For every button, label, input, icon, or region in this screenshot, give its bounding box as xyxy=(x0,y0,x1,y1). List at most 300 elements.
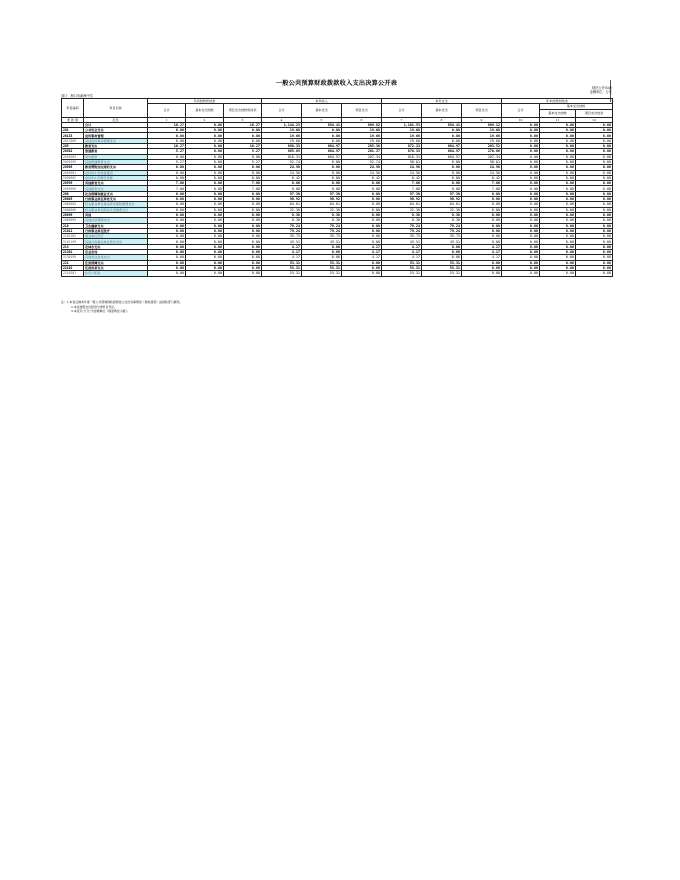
row-value: 96.92 xyxy=(422,197,462,202)
level-section: 款 xyxy=(70,117,74,122)
row-value: 19.60 xyxy=(262,128,302,133)
row-name: 行政事业单位养老支出 xyxy=(84,197,148,202)
row-value: 0.00 xyxy=(342,260,382,265)
row-value: 0.00 xyxy=(576,144,613,149)
row-code: 201 xyxy=(62,128,84,133)
row-code: 2080505 xyxy=(62,202,84,207)
row-value: 0.00 xyxy=(224,234,262,239)
row-value: 7.00 xyxy=(462,186,502,191)
row-name: 其他教育支出 xyxy=(84,181,148,186)
row-value: 19.60 xyxy=(382,128,422,133)
row-value: 285.36 xyxy=(342,144,382,149)
row-value: 0.00 xyxy=(576,170,613,175)
row-value: 0.00 xyxy=(502,207,540,212)
col-index: 9 xyxy=(462,117,502,122)
row-value: 19.60 xyxy=(462,133,502,138)
row-value: 19.60 xyxy=(382,138,422,143)
row-value: 53.31 xyxy=(422,265,462,270)
row-name: 教育支出 xyxy=(84,144,148,149)
row-value: 0.00 xyxy=(462,260,502,265)
row-value: 0.42 xyxy=(342,175,382,180)
table-header xyxy=(62,99,613,123)
col-index: 3 xyxy=(224,117,262,122)
row-value: 0.00 xyxy=(342,223,382,228)
header-group-opening: 年初结转和结余 xyxy=(148,99,262,104)
row-value: 0.00 xyxy=(540,223,576,228)
row-code: 20899 xyxy=(62,212,84,217)
row-value: 79.24 xyxy=(422,228,462,233)
row-value: 0.00 xyxy=(186,197,224,202)
row-value: 16.27 xyxy=(224,144,262,149)
row-value: 7.00 xyxy=(382,186,422,191)
row-value: 0.00 xyxy=(576,154,613,159)
row-value: 0.00 xyxy=(148,165,186,170)
budget-table xyxy=(61,98,613,277)
row-value: 0.00 xyxy=(186,218,224,223)
row-value: 53.31 xyxy=(262,260,302,265)
row-value: 0.00 xyxy=(576,218,613,223)
row-value: 0.00 xyxy=(576,244,613,249)
row-value: 0.00 xyxy=(576,234,613,239)
row-value: 0.00 xyxy=(502,239,540,244)
row-code: 213 xyxy=(62,244,84,249)
row-value: 19.60 xyxy=(342,138,382,143)
level-class: 类 xyxy=(67,117,71,122)
row-code: 20805 xyxy=(62,197,84,202)
row-value: 19.60 xyxy=(342,133,382,138)
row-value: 5.27 xyxy=(224,159,262,164)
row-value: 53.31 xyxy=(302,265,342,270)
row-value: 0.38 xyxy=(382,212,422,217)
row-value: 0.00 xyxy=(502,138,540,143)
row-value: 0.00 xyxy=(186,128,224,133)
row-code: 205 xyxy=(62,144,84,149)
row-value: 0.00 xyxy=(224,191,262,196)
row-value: 0.00 xyxy=(186,170,224,175)
row-value: 0.00 xyxy=(540,181,576,186)
row-value: 19.60 xyxy=(342,128,382,133)
row-value: 0.00 xyxy=(540,212,576,217)
row-value: 0.00 xyxy=(576,159,613,164)
row-value: 53.31 xyxy=(382,271,422,276)
row-value: 0.00 xyxy=(224,239,262,244)
col-index: 7 xyxy=(382,117,422,122)
row-value: 53.31 xyxy=(262,265,302,270)
row-value: 24.56 xyxy=(462,170,502,175)
row-value: 0.00 xyxy=(462,197,502,202)
row-value: 97.30 xyxy=(302,191,342,196)
row-value: 0.00 xyxy=(502,218,540,223)
row-value: 52.74 xyxy=(342,159,382,164)
row-value: 0.00 xyxy=(224,228,262,233)
row-value: 0.00 xyxy=(302,159,342,164)
row-value: 0.00 xyxy=(540,250,576,255)
row-value: 7.00 xyxy=(148,186,186,191)
col-index-label: 栏次 xyxy=(84,117,148,122)
row-value: 869.12 xyxy=(462,122,502,127)
row-value: 0.00 xyxy=(224,133,262,138)
row-value: 0.00 xyxy=(462,207,502,212)
row-value: 0.00 xyxy=(224,244,262,249)
row-name: 农村中小学校舍建设 xyxy=(84,170,148,175)
row-value: 24.98 xyxy=(382,165,422,170)
row-value: 0.00 xyxy=(502,159,540,164)
row-value: 0.00 xyxy=(302,170,342,175)
row-value: 0.00 xyxy=(540,159,576,164)
row-value: 0.00 xyxy=(148,170,186,175)
row-value: 53.31 xyxy=(262,271,302,276)
row-value: 0.00 xyxy=(576,239,613,244)
row-value: 0.00 xyxy=(422,170,462,175)
row-value: 79.24 xyxy=(302,228,342,233)
row-value: 0.00 xyxy=(302,186,342,191)
row-value: 0.00 xyxy=(224,255,262,260)
row-value: 0.00 xyxy=(148,239,186,244)
row-value: 0.00 xyxy=(148,138,186,143)
row-value: 0.00 xyxy=(342,265,382,270)
row-value: 0.00 xyxy=(186,149,224,154)
row-value: 0.00 xyxy=(148,154,186,159)
row-value: 270.66 xyxy=(462,149,502,154)
row-value: 0.00 xyxy=(148,212,186,217)
row-value: 0.00 xyxy=(540,228,576,233)
row-value: 79.24 xyxy=(262,223,302,228)
row-value: 0.00 xyxy=(502,122,540,127)
row-value: 0.42 xyxy=(382,175,422,180)
col-index: 4 xyxy=(262,117,302,122)
row-value: 894.41 xyxy=(422,122,462,127)
header-total: 合计 xyxy=(262,104,302,117)
row-value: 0.00 xyxy=(148,234,186,239)
row-value: 0.00 xyxy=(540,265,576,270)
row-value: 43.51 xyxy=(262,239,302,244)
col-index: 5 xyxy=(302,117,342,122)
row-name: 农村中小学教学设施 xyxy=(84,175,148,180)
footnote: 注：1.本表反映本年度一般公共预算财政拨款收入支出决算情况（财政拨款）由财政部门填列。 xyxy=(61,300,183,304)
row-code: 210 xyxy=(62,223,84,228)
row-value: 0.00 xyxy=(302,128,342,133)
col-index: 2 xyxy=(186,117,224,122)
row-value: 0.42 xyxy=(262,175,302,180)
row-value: 1,144.23 xyxy=(262,122,302,127)
row-value: 0.00 xyxy=(342,228,382,233)
footnote: 2.本表按照支出经济分类科目列示。 xyxy=(71,304,118,309)
row-value: 53.31 xyxy=(302,271,342,276)
row-name: 住房公积金 xyxy=(84,271,148,276)
row-value: 4.17 xyxy=(382,255,422,260)
row-value: 0.00 xyxy=(148,228,186,233)
row-value: 0.00 xyxy=(576,223,613,228)
row-value: 0.00 xyxy=(148,207,186,212)
row-value: 0.00 xyxy=(462,191,502,196)
row-value: 64.61 xyxy=(302,202,342,207)
row-value: 64.61 xyxy=(422,202,462,207)
row-value: 0.38 xyxy=(262,218,302,223)
row-value: 0.00 xyxy=(502,202,540,207)
row-value: 4.17 xyxy=(342,250,382,255)
row-value: 0.00 xyxy=(540,239,576,244)
row-name: 住房改革支出 xyxy=(84,265,148,270)
row-value: 19.60 xyxy=(462,128,502,133)
row-value: 7.00 xyxy=(462,181,502,186)
row-value: 0.00 xyxy=(576,207,613,212)
header-basic-exp: 基本支出 xyxy=(302,104,342,117)
row-value: 0.00 xyxy=(462,223,502,228)
row-code: 20133 xyxy=(62,133,84,138)
row-value: 263.52 xyxy=(462,144,502,149)
row-code: 2050203 xyxy=(62,154,84,159)
row-value: 0.38 xyxy=(422,212,462,217)
row-value: 0.00 xyxy=(186,234,224,239)
row-value: 0.00 xyxy=(342,181,382,186)
row-value: 0.00 xyxy=(502,154,540,159)
row-value: 0.00 xyxy=(502,170,540,175)
row-code: 22102 xyxy=(62,265,84,270)
row-value: 79.24 xyxy=(382,228,422,233)
row-value: 96.92 xyxy=(382,197,422,202)
row-value: 53.31 xyxy=(422,271,462,276)
row-value: 0.00 xyxy=(224,223,262,228)
row-value: 0.00 xyxy=(302,175,342,180)
row-value: 0.00 xyxy=(462,202,502,207)
row-value: 0.00 xyxy=(302,250,342,255)
row-value: 0.00 xyxy=(342,212,382,217)
row-value: 0.00 xyxy=(302,165,342,170)
row-value: 0.00 xyxy=(148,223,186,228)
row-name: 农林水支出 xyxy=(84,244,148,249)
row-value: 0.00 xyxy=(342,239,382,244)
row-value: 0.00 xyxy=(462,228,502,233)
row-value: 0.00 xyxy=(302,244,342,249)
row-value: 0.00 xyxy=(540,271,576,276)
row-value: 0.00 xyxy=(186,144,224,149)
row-value: 816.31 xyxy=(382,154,422,159)
row-value: 0.00 xyxy=(540,175,576,180)
row-value: 96.92 xyxy=(302,197,342,202)
row-value: 35.73 xyxy=(422,234,462,239)
row-value: 19.60 xyxy=(262,138,302,143)
row-value: 0.38 xyxy=(422,218,462,223)
row-name: 行政事业单位医疗 xyxy=(84,228,148,233)
row-value: 4.17 xyxy=(342,244,382,249)
row-value: 19.60 xyxy=(382,133,422,138)
row-value: 35.73 xyxy=(262,234,302,239)
row-name: 农业农村 xyxy=(84,250,148,255)
row-value: 0.00 xyxy=(576,165,613,170)
row-value: 1,101.53 xyxy=(382,122,422,127)
row-value: 604.97 xyxy=(302,149,342,154)
row-value: 43.51 xyxy=(422,239,462,244)
row-name: 宣传事务管理 xyxy=(84,133,148,138)
row-code: 2101102 xyxy=(62,234,84,239)
row-value: 0.00 xyxy=(186,186,224,191)
row-value: 0.00 xyxy=(502,133,540,138)
row-value: 0.00 xyxy=(224,271,262,276)
row-value: 890.33 xyxy=(262,144,302,149)
row-name: 公共安全支出 xyxy=(84,128,148,133)
row-value: 0.00 xyxy=(462,271,502,276)
row-value: 0.00 xyxy=(502,244,540,249)
row-value: 0.00 xyxy=(186,138,224,143)
row-value: 53.31 xyxy=(302,260,342,265)
row-value: 7.00 xyxy=(224,186,262,191)
row-value: 0.00 xyxy=(186,228,224,233)
row-value: 872.33 xyxy=(382,144,422,149)
row-value: 604.97 xyxy=(422,144,462,149)
row-value: 4.17 xyxy=(382,244,422,249)
department-label: 部门：海口市新海中学 xyxy=(61,94,93,98)
row-value: 0.00 xyxy=(540,138,576,143)
row-value: 0.00 xyxy=(576,128,613,133)
header-total: 合计 xyxy=(148,104,186,117)
row-value: 0.00 xyxy=(576,186,613,191)
row-value: 604.97 xyxy=(422,154,462,159)
row-value: 0.00 xyxy=(148,250,186,255)
row-value: 0.00 xyxy=(502,250,540,255)
row-value: 894.41 xyxy=(302,122,342,127)
row-value: 0.00 xyxy=(224,202,262,207)
row-value: 0.00 xyxy=(576,271,613,276)
header-code: 科目编码 xyxy=(62,99,84,118)
row-value: 604.97 xyxy=(302,144,342,149)
row-value: 16.27 xyxy=(224,122,262,127)
footnote: 3.本表以"万元"为金额单位（保留两位小数）。 xyxy=(71,309,130,313)
table-body xyxy=(62,122,613,276)
row-code: 2101199 xyxy=(62,239,84,244)
row-value: 24.98 xyxy=(462,165,502,170)
row-code: 2013309 xyxy=(62,138,84,143)
row-value: 0.00 xyxy=(502,212,540,217)
row-value: 0.00 xyxy=(576,202,613,207)
table-row xyxy=(62,271,613,276)
row-value: 19.60 xyxy=(462,138,502,143)
row-value: 32.30 xyxy=(382,207,422,212)
row-value: 0.00 xyxy=(576,265,613,270)
row-value: 0.00 xyxy=(342,191,382,196)
row-value: 0.00 xyxy=(224,260,262,265)
row-value: 96.92 xyxy=(262,197,302,202)
header-basic-carry: 基本支出结转 xyxy=(540,109,576,117)
row-value: 0.00 xyxy=(224,170,262,175)
row-value: 0.00 xyxy=(186,165,224,170)
row-value: 207.34 xyxy=(462,154,502,159)
row-value: 0.00 xyxy=(224,128,262,133)
row-value: 0.00 xyxy=(540,154,576,159)
row-value: 43.51 xyxy=(382,239,422,244)
row-value: 97.30 xyxy=(422,191,462,196)
row-value: 0.00 xyxy=(342,218,382,223)
row-value: 0.00 xyxy=(462,212,502,217)
row-value: 0.00 xyxy=(148,218,186,223)
row-value: 0.00 xyxy=(148,191,186,196)
header-total: 合计 xyxy=(502,104,540,117)
row-value: 7.00 xyxy=(148,181,186,186)
row-value: 604.97 xyxy=(422,149,462,154)
report-title: 一般公共预算财政拨款收入支出决算公开表 xyxy=(275,80,398,87)
row-value: 32.30 xyxy=(422,207,462,212)
row-value: 0.00 xyxy=(540,186,576,191)
row-value: 35.73 xyxy=(382,234,422,239)
row-value: 64.61 xyxy=(262,202,302,207)
row-value: 0.00 xyxy=(462,218,502,223)
row-value: 0.00 xyxy=(576,228,613,233)
row-name: 机关事业单位基本养老保险缴费支出 xyxy=(84,202,148,207)
row-value: 0.00 xyxy=(422,128,462,133)
row-value: 0.00 xyxy=(462,265,502,270)
row-value: 0.00 xyxy=(540,122,576,127)
row-value: 0.00 xyxy=(224,175,262,180)
row-value: 0.00 xyxy=(342,234,382,239)
header-project-exp: 项目支出 xyxy=(462,104,502,117)
row-value: 0.38 xyxy=(302,218,342,223)
row-value: 79.24 xyxy=(302,223,342,228)
row-value: 0.00 xyxy=(186,212,224,217)
row-value: 0.00 xyxy=(186,159,224,164)
row-value: 0.00 xyxy=(186,271,224,276)
row-value: 0.00 xyxy=(540,234,576,239)
row-value: 0.00 xyxy=(302,133,342,138)
row-code: 2050299 xyxy=(62,159,84,164)
row-name: 其他宣传事务管理支出 xyxy=(84,138,148,143)
row-value: 0.00 xyxy=(502,181,540,186)
row-value: 0.00 xyxy=(148,260,186,265)
row-value: 0.00 xyxy=(186,133,224,138)
row-value: 0.00 xyxy=(422,255,462,260)
row-value: 0.00 xyxy=(502,144,540,149)
row-value: 0.00 xyxy=(502,255,540,260)
row-value: 0.00 xyxy=(262,181,302,186)
row-value: 0.00 xyxy=(422,244,462,249)
col-index: 1 xyxy=(148,117,186,122)
row-value: 0.00 xyxy=(186,181,224,186)
row-value: 0.00 xyxy=(502,197,540,202)
row-code: 208 xyxy=(62,191,84,196)
header-basic-exp: 基本支出 xyxy=(422,104,462,117)
row-value: 0.00 xyxy=(186,202,224,207)
row-value: 0.00 xyxy=(186,175,224,180)
level-item: 项 xyxy=(74,117,78,122)
row-value: 16.27 xyxy=(148,122,186,127)
row-value: 0.00 xyxy=(502,223,540,228)
row-value: 0.00 xyxy=(224,207,262,212)
row-value: 0.00 xyxy=(502,175,540,180)
row-value: 0.00 xyxy=(502,128,540,133)
row-value: 4.17 xyxy=(342,255,382,260)
row-name: 其他农业农村支出 xyxy=(84,255,148,260)
row-value: 58.01 xyxy=(382,159,422,164)
row-value: 0.00 xyxy=(540,191,576,196)
row-value: 0.00 xyxy=(186,260,224,265)
row-value: 0.00 xyxy=(186,255,224,260)
row-value: 0.00 xyxy=(342,202,382,207)
row-value: 4.17 xyxy=(382,250,422,255)
row-code: 20599 xyxy=(62,181,84,186)
col-index: 6 xyxy=(342,117,382,122)
row-value: 43.51 xyxy=(302,239,342,244)
row-value: 865.05 xyxy=(262,149,302,154)
row-code: 2089999 xyxy=(62,218,84,223)
row-value: 0.00 xyxy=(540,218,576,223)
row-value: 0.00 xyxy=(186,239,224,244)
row-value: 0.00 xyxy=(148,202,186,207)
row-value: 7.00 xyxy=(224,181,262,186)
amount-unit: 金额单位：万元 xyxy=(589,90,612,95)
row-value: 0.00 xyxy=(148,265,186,270)
row-code: 21011 xyxy=(62,228,84,233)
row-value: 0.00 xyxy=(186,191,224,196)
row-value: 207.34 xyxy=(342,154,382,159)
row-code: 2130199 xyxy=(62,255,84,260)
